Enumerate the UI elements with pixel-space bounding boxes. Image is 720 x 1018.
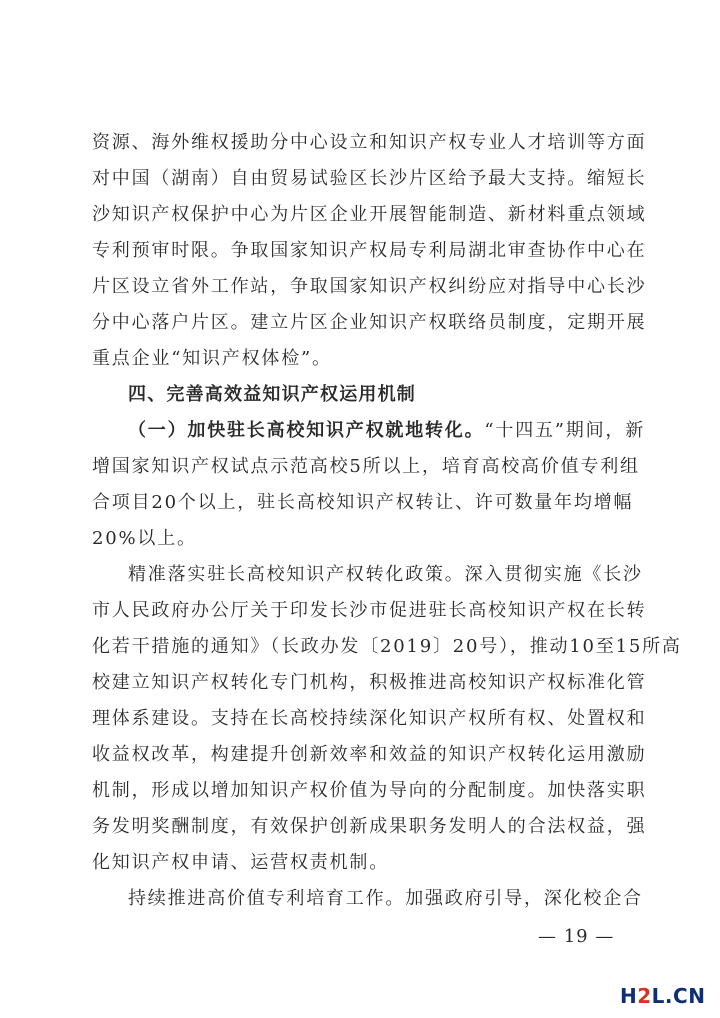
watermark-logo <box>620 984 705 1008</box>
watermark-text-part: L.CN <box>651 984 706 1008</box>
page-number: — 19 — <box>538 926 615 947</box>
paragraph-line: 增国家知识产权试点示范高校5所以上，培育高校高价值专利组 <box>92 456 640 477</box>
paragraph-line: 重点企业“知识产权体检”。 <box>92 348 332 369</box>
paragraph-line: 市人民政府办公厅关于印发长沙市促进驻长高校知识产权在长转 <box>92 600 647 621</box>
paragraph-line: 片区设立省外工作站，争取国家知识产权纠纷应对指导中心长沙 <box>92 276 647 297</box>
paragraph-line: 对中国（湖南）自由贸易试验区长沙片区给予最大支持。缩短长 <box>92 168 647 189</box>
section-heading: 四、完善高效益知识产权运用机制 <box>128 384 416 405</box>
paragraph-line: 化若干措施的通知》（长政办发〔2019〕20号），推动10至15所高 <box>92 636 682 657</box>
paragraph-line: 专利预审时限。争取国家知识产权局专利局湖北审查协作中心在 <box>92 240 647 261</box>
paragraph-line: 20%以上。 <box>92 528 197 549</box>
subheading-title: （一）加快驻长高校知识产权就地转化。 <box>128 420 485 441</box>
subheading-text: “十四五”期间，新 <box>484 420 646 441</box>
paragraph-line: 务发明奖酬制度，有效保护创新成果职务发明人的合法权益，强 <box>92 816 647 837</box>
paragraph-line: 资源、海外维权援助分中心设立和知识产权专业人才培训等方面 <box>92 132 647 153</box>
paragraph-line: 持续推进高价值专利培育工作。加强政府引导，深化校企合 <box>128 888 643 909</box>
watermark-text-part: H <box>620 984 638 1008</box>
paragraph-line: 化知识产权申请、运营权责机制。 <box>92 852 389 873</box>
watermark-text-accent: 2 <box>637 984 652 1008</box>
paragraph-line: 精准落实驻长高校知识产权转化政策。深入贯彻实施《长沙 <box>128 564 643 585</box>
paragraph-line: 机制，形成以增加知识产权价值为导向的分配制度。加快落实职 <box>92 780 647 801</box>
subheading-line <box>128 420 668 442</box>
paragraph-line: 沙知识产权保护中心为片区企业开展智能制造、新材料重点领域 <box>92 204 647 225</box>
paragraph-line: 收益权改革，构建提升创新效率和效益的知识产权转化运用激励 <box>92 744 647 765</box>
paragraph-line: 理体系建设。支持在长高校持续深化知识产权所有权、处置权和 <box>92 708 647 729</box>
paragraph-line: 分中心落户片区。建立片区企业知识产权联络员制度，定期开展 <box>92 312 647 333</box>
paragraph-line: 合项目20个以上，驻长高校知识产权转让、许可数量年均增幅 <box>92 492 634 513</box>
paragraph-line: 校建立知识产权转化专门机构，积极推进高校知识产权标准化管 <box>92 672 647 693</box>
